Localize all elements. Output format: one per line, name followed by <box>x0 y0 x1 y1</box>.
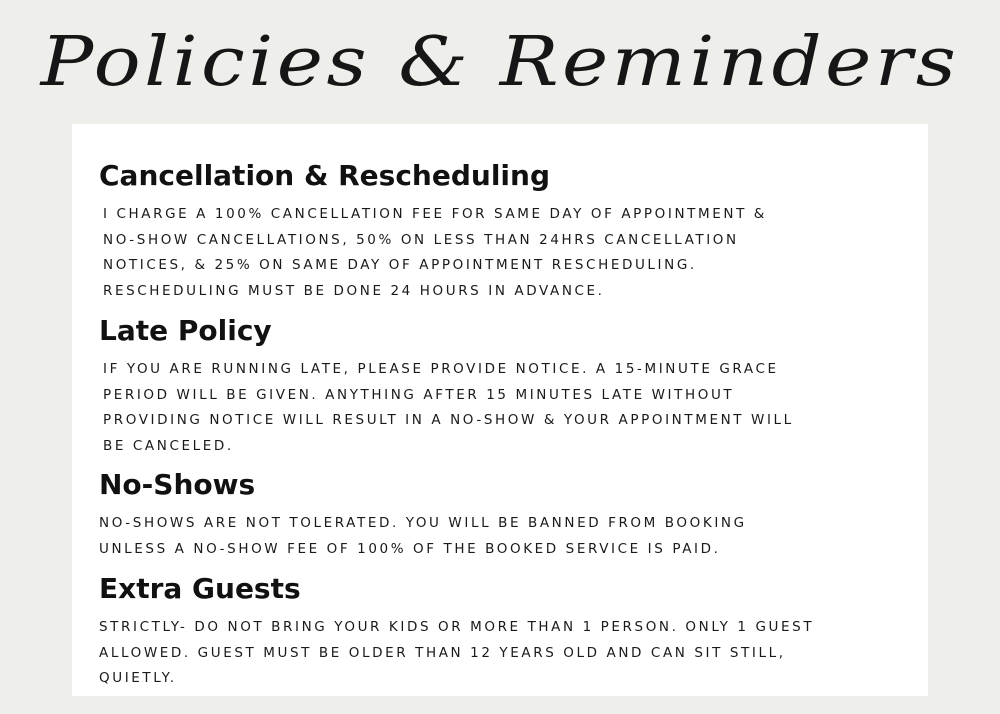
body-line: I CHARGE A 100% CANCELLATION FEE FOR SAME DAY OF APPOINTMENT & <box>103 206 767 222</box>
body-line: BE CANCELED. <box>103 437 234 454</box>
body-line: PROVIDING NOTICE WILL RESULT IN A NO-SHOW & YOUR APPOINTMENT WILL <box>103 412 794 428</box>
body-line: NOTICES, & 25% ON SAME DAY OF APPOINTMENT RESCHEDULING. <box>103 257 697 273</box>
body-line: IF YOU ARE RUNNING LATE, PLEASE PROVIDE NOTICE. A 15-MINUTE GRACE <box>103 361 779 377</box>
section-body <box>103 357 794 459</box>
body-line: QUIETLY. <box>99 670 177 686</box>
body-line: STRICTLY- DO NOT BRING YOUR KIDS OR MORE THAN 1 PERSON. ONLY 1 GUEST <box>99 619 815 635</box>
body-line: RESCHEDULING MUST BE DONE 24 HOURS IN ADVANCE. <box>103 282 605 299</box>
policies-card <box>72 124 928 696</box>
section-heading: No-Shows <box>99 468 256 501</box>
body-line: NO-SHOWS ARE NOT TOLERATED. YOU WILL BE BANNED FROM BOOKING <box>99 515 747 531</box>
section-heading: Extra Guests <box>99 572 301 605</box>
body-line: NO-SHOW CANCELLATIONS, 50% ON LESS THAN 24HRS CANCELLATION <box>103 231 739 248</box>
section-heading: Cancellation & Rescheduling <box>99 159 551 192</box>
section-body <box>103 202 767 304</box>
body-line: PERIOD WILL BE GIVEN. ANYTHING AFTER 15 MINUTES LATE WITHOUT <box>103 386 735 403</box>
section-heading: Late Policy <box>99 314 272 347</box>
body-line: UNLESS A NO-SHOW FEE OF 100% OF THE BOOKED SERVICE IS PAID. <box>99 540 721 557</box>
page-title: Policies & Reminders <box>40 23 960 102</box>
body-line: ALLOWED. GUEST MUST BE OLDER THAN 12 YEARS OLD AND CAN SIT STILL, <box>99 644 786 661</box>
section-body <box>99 615 814 692</box>
section-body <box>99 511 747 562</box>
